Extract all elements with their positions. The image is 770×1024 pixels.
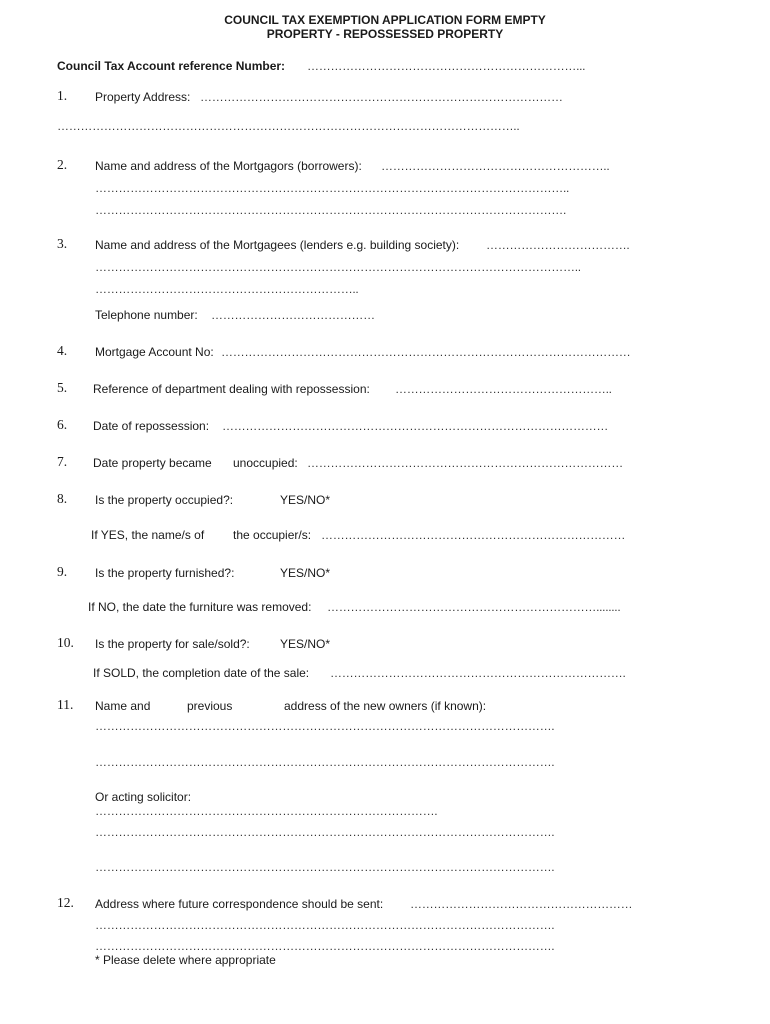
occupier-names-label: If YES, the name/s of: [91, 528, 205, 542]
unoccupied-date-field[interactable]: ………………………………………………………………………: [307, 456, 623, 470]
delete-footnote: * Please delete where appropriate: [95, 953, 276, 967]
acting-solicitor-field-line-3[interactable]: ……………………………………………………………………………………………………….: [95, 860, 555, 874]
question-3-number: 3.: [57, 236, 68, 251]
new-owners-label-part-2: previous: [187, 699, 233, 713]
furnished-question-label: Is the property furnished?:: [95, 566, 235, 580]
mortgage-account-field[interactable]: ……………………………………………………………………………………………: [221, 345, 631, 359]
property-address-field[interactable]: …………………………………………………………………………………: [200, 90, 563, 104]
mortgagors-label: Name and address of the Mortgagors (borrowers):: [95, 159, 362, 173]
repossession-date-label: Date of repossession:: [93, 419, 210, 433]
repossession-department-field[interactable]: ………………………………………………..: [395, 382, 612, 396]
correspondence-address-label: Address where future correspondence should be sent:: [95, 897, 384, 911]
furniture-removed-field[interactable]: ……………………………………………………………........: [327, 600, 621, 614]
question-2-number: 2.: [57, 157, 68, 172]
correspondence-address-field-line-3[interactable]: ……………………………………………………………………………………………………….: [95, 939, 555, 953]
question-9-number: 9.: [57, 564, 68, 579]
acting-solicitor-field-line-1[interactable]: …………………………………………………………………………….: [95, 804, 438, 818]
form-title-line-1: COUNCIL TAX EXEMPTION APPLICATION FORM EMPTY: [224, 13, 546, 27]
unoccupied-date-label-2: unoccupied:: [233, 456, 298, 470]
question-12-number: 12.: [57, 895, 74, 910]
telephone-field[interactable]: ……………………………………: [211, 308, 375, 322]
mortgagees-label: Name and address of the Mortgagees (lenders e.g. building society):: [95, 238, 460, 252]
property-address-field-line-2[interactable]: ………………………………………………………………………………………………………..: [57, 119, 520, 133]
question-5-number: 5.: [57, 380, 68, 395]
account-reference-label: Council Tax Account reference Number:: [57, 59, 286, 73]
new-owners-label-part-1: Name and: [95, 699, 151, 713]
occupier-names-field[interactable]: ……………………………………………………………………: [321, 528, 626, 542]
form-title-line-2: PROPERTY - REPOSSESSED PROPERTY: [266, 27, 504, 41]
question-10-number: 10.: [57, 635, 74, 650]
telephone-label: Telephone number:: [95, 308, 198, 322]
account-reference-field[interactable]: ……………………………………………………………...: [307, 59, 586, 73]
new-owners-field-line-1[interactable]: ……………………………………………………………………………………………………….: [95, 719, 555, 733]
unoccupied-date-label: Date property became: [93, 456, 212, 470]
question-6-number: 6.: [57, 417, 68, 432]
furnished-yes-no[interactable]: YES/NO*: [280, 566, 331, 580]
completion-date-field[interactable]: ………………………………………………………………….: [330, 666, 626, 680]
mortgagors-field-line-3[interactable]: ………………………………………………………………………………………………………….: [95, 203, 567, 217]
repossession-department-label: Reference of department dealing with repossession:: [93, 382, 370, 396]
acting-solicitor-label: Or acting solicitor:: [95, 790, 192, 804]
occupier-names-label-2: the occupier/s:: [233, 528, 312, 542]
mortgagors-field[interactable]: …………………………………………………..: [381, 159, 610, 173]
completion-date-label: If SOLD, the completion date of the sale:: [93, 666, 310, 680]
mortgagors-field-line-2[interactable]: …………………………………………………………………………………………………………..: [95, 181, 570, 195]
occupied-yes-no[interactable]: YES/NO*: [280, 493, 331, 507]
question-11-number: 11.: [57, 697, 74, 712]
question-7-number: 7.: [57, 454, 68, 469]
question-1-number: 1.: [57, 88, 68, 103]
for-sale-yes-no[interactable]: YES/NO*: [280, 637, 331, 651]
question-8-number: 8.: [57, 491, 68, 506]
mortgagees-field-line-2[interactable]: ……………………………………………………………………………………………………………..: [95, 260, 581, 274]
occupied-question-label: Is the property occupied?:: [95, 493, 234, 507]
furniture-removed-label: If NO, the date the furniture was removed:: [88, 600, 312, 614]
question-4-number: 4.: [57, 343, 68, 358]
new-owners-label-part-3: address of the new owners (if known):: [284, 699, 487, 713]
mortgage-account-label: Mortgage Account No:: [95, 345, 214, 359]
mortgagees-field[interactable]: ……………………………….: [486, 238, 630, 252]
for-sale-question-label: Is the property for sale/sold?:: [95, 637, 250, 651]
repossession-date-field[interactable]: ………………………………………………………………………………………: [222, 419, 609, 433]
correspondence-address-field[interactable]: …………………………………………………: [410, 897, 633, 911]
property-address-label: Property Address:: [95, 90, 191, 104]
correspondence-address-field-line-2[interactable]: ……………………………………………………………………………………………………….: [95, 918, 555, 932]
acting-solicitor-field-line-2[interactable]: ……………………………………………………………………………………………………….: [95, 825, 555, 839]
new-owners-field-line-2[interactable]: ……………………………………………………………………………………………………….: [95, 755, 555, 769]
mortgagees-field-line-3[interactable]: …………………………………………………………..: [95, 282, 359, 296]
